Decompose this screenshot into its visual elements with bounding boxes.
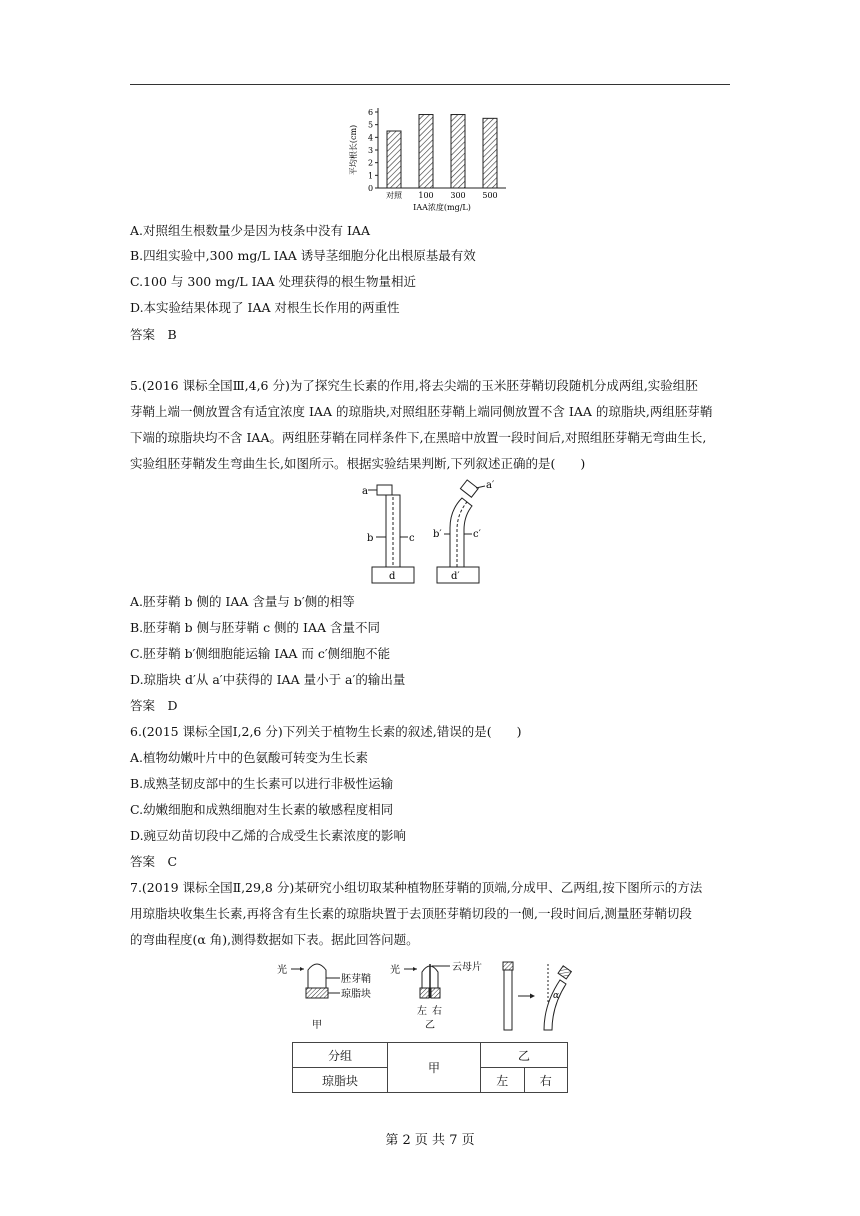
y-tick-label: 1 <box>368 171 374 181</box>
page-footer: 第 2 页 共 7 页 <box>385 1133 475 1148</box>
svg-text:d: d <box>389 571 396 582</box>
cut-coleoptile <box>504 970 512 1030</box>
y-axis-label: 平均根长(cm) <box>349 124 358 176</box>
x-axis-label: IAA浓度(mg/L) <box>413 203 471 212</box>
svg-text:b′: b′ <box>433 529 442 540</box>
q6-option-d: D.豌豆幼苗切段中乙烯的合成受生长素浓度的影响 <box>130 828 407 843</box>
q7-stem-line2: 用琼脂块收集生长素,再将含有生长素的琼脂块置于去顶胚芽鞘切段的一侧,一段时间后,测量胚芽鞘切段 <box>130 906 692 921</box>
table-header-jia: 甲 <box>388 1043 481 1093</box>
table-header-group: 分组 <box>293 1043 388 1068</box>
table-row-agar: 琼脂块 <box>293 1068 388 1093</box>
coleoptile-figure <box>360 478 520 588</box>
svg-text:光: 光 <box>390 965 400 976</box>
agar-block-a2 <box>460 480 478 497</box>
y-tick-label: 3 <box>368 146 374 155</box>
q6-stem: 6.(2015 课标全国Ⅰ,2,6 分)下列关于植物生长素的叙述,错误的是( ) <box>130 724 522 739</box>
svg-text:光: 光 <box>277 965 287 976</box>
svg-text:d′: d′ <box>451 571 460 582</box>
q4-option-a: A.对照组生根数量少是因为枝条中没有 IAA <box>130 223 370 238</box>
bar-chart <box>340 102 520 216</box>
q7-stem-line1: 7.(2019 课标全国Ⅱ,29,8 分)某研究小组切取某种植物胚芽鞘的顶端,分成甲、乙两组,按下图所示的方法 <box>130 880 703 895</box>
q5-stem-line1: 5.(2016 课标全国Ⅲ,4,6 分)为了探究生长素的作用,将去尖端的玉米胚芽鞘切段随机分成两组,实验组胚 <box>130 378 698 393</box>
bar-0 <box>387 131 401 188</box>
agar-block-a <box>377 485 392 495</box>
svg-text:甲: 甲 <box>312 1020 322 1031</box>
coleoptile-bent <box>450 498 472 567</box>
table-header-yi: 乙 <box>481 1043 568 1068</box>
coleoptile-tip-jia <box>308 964 326 988</box>
q4-answer: 答案 B <box>130 327 177 342</box>
q5-stem-line3: 下端的琼脂块均不含 IAA。两组胚芽鞘在同样条件下,在黑暗中放置一段时间后,对照组胚芽鞘无弯曲生长, <box>130 430 707 445</box>
q7-figure <box>270 958 600 1036</box>
q5-stem-line4: 实验组胚芽鞘发生弯曲生长,如图所示。根据实验结果判断,下列叙述正确的是( ) <box>130 456 586 471</box>
x-tick-label: 对照 <box>386 191 402 200</box>
bar-3 <box>483 118 497 188</box>
agar-yi-left <box>420 988 429 998</box>
q6-option-a: A.植物幼嫩叶片中的色氨酸可转变为生长素 <box>130 750 369 765</box>
table-col-right: 右 <box>524 1068 568 1093</box>
q4-option-b: B.四组实验中,300 mg/L IAA 诱导茎细胞分化出根原基最有效 <box>130 248 476 263</box>
bar-2 <box>451 115 465 188</box>
x-tick-label: 100 <box>418 191 434 200</box>
y-tick-label: 0 <box>368 184 374 193</box>
svg-text:c: c <box>409 533 415 544</box>
x-tick-label: 500 <box>482 191 498 200</box>
q5-option-c: C.胚芽鞘 b′侧细胞能运输 IAA 而 c′侧细胞不能 <box>130 646 391 661</box>
coleoptile-control <box>386 495 400 567</box>
data-table <box>292 1042 568 1093</box>
svg-text:α: α <box>553 991 560 1001</box>
y-tick-label: 2 <box>368 158 374 168</box>
svg-text:胚芽鞘: 胚芽鞘 <box>341 974 371 985</box>
q5-option-b: B.胚芽鞘 b 侧与胚芽鞘 c 侧的 IAA 含量不同 <box>130 620 380 635</box>
q4-option-d: D.本实验结果体现了 IAA 对根生长作用的两重性 <box>130 300 400 315</box>
q4-option-c: C.100 与 300 mg/L IAA 处理获得的根生物量相近 <box>130 274 417 289</box>
svg-text:b: b <box>367 533 374 544</box>
svg-text:右: 右 <box>432 1006 442 1017</box>
svg-text:a′: a′ <box>486 480 495 491</box>
agar-yi-right <box>431 988 440 998</box>
q5-option-a: A.胚芽鞘 b 侧的 IAA 含量与 b′侧的相等 <box>130 594 355 609</box>
q6-option-b: B.成熟茎韧皮部中的生长素可以进行非极性运输 <box>130 776 394 791</box>
q7-stem-line3: 的弯曲程度(α 角),测得数据如下表。据此回答问题。 <box>130 932 419 947</box>
y-tick-label: 6 <box>368 108 374 117</box>
svg-text:乙: 乙 <box>425 1020 435 1031</box>
svg-text:左: 左 <box>417 1006 427 1017</box>
agar-jia <box>306 988 328 998</box>
svg-text:云母片: 云母片 <box>452 962 482 973</box>
bar-1 <box>419 115 433 188</box>
y-tick-label: 4 <box>368 133 374 143</box>
table-col-left: 左 <box>481 1068 525 1093</box>
y-tick-label: 5 <box>368 120 374 130</box>
bent-coleoptile <box>544 980 566 1030</box>
x-tick-label: 300 <box>450 191 466 200</box>
q5-option-d: D.琼脂块 d′从 a′中获得的 IAA 量小于 a′的输出量 <box>130 672 406 687</box>
header-rule <box>130 84 730 85</box>
svg-text:a: a <box>362 486 368 497</box>
q5-stem-line2: 芽鞘上端一侧放置含有适宜浓度 IAA 的琼脂块,对照组胚芽鞘上端同侧放置不含 IAA 的琼脂块,两组胚芽鞘 <box>130 404 713 419</box>
q6-answer: 答案 C <box>130 854 178 869</box>
svg-text:琼脂块: 琼脂块 <box>341 989 371 1000</box>
q6-option-c: C.幼嫩细胞和成熟细胞对生长素的敏感程度相同 <box>130 802 394 817</box>
q5-answer: 答案 D <box>130 698 178 713</box>
svg-text:c′: c′ <box>473 529 481 540</box>
